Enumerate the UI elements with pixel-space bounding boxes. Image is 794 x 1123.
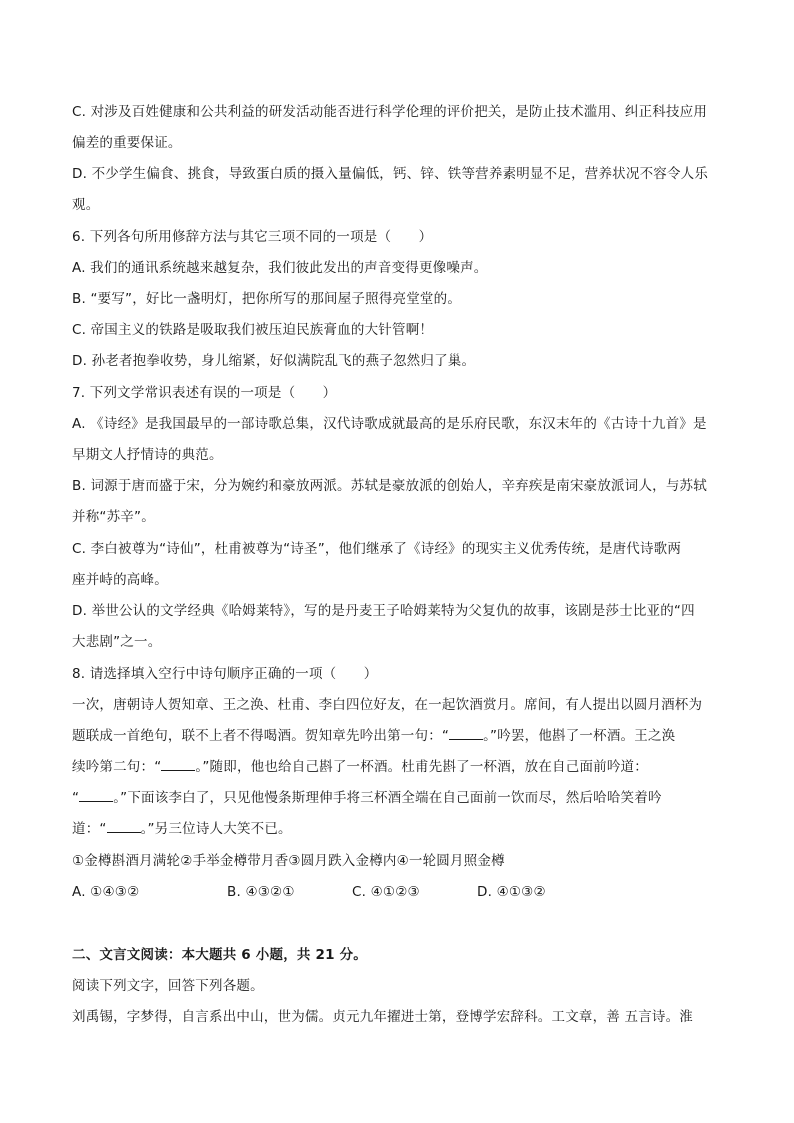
q5-option-c-line1: C. 对涉及百姓健康和公共利益的研发活动能否进行科学伦理的评价把关，是防止技术滥用、纠正科技应用 <box>72 104 708 120</box>
q8-option-d: D. ④①③② <box>477 884 546 900</box>
passage-text: 。”随即，他也给自己斟了一杯酒。杜甫先斟了一杯酒，放在自己面前吟道： <box>195 759 648 775</box>
q7-option-a-line1: A. 《诗经》是我国最早的一部诗歌总集，汉代诗歌成就最高的是乐府民歌，东汉末年的《古诗十九首》是 <box>72 416 707 432</box>
q5-option-d-line1: D. 不少学生偏食、挑食，导致蛋白质的摄入量偏低，钙、锌、铁等营养素明显不足，营养状况不容令人乐 <box>72 166 709 182</box>
q6-stem: 6. 下列各句所用修辞方法与其它三项不同的一项是（ ） <box>72 229 433 245</box>
fill-blank <box>79 789 113 802</box>
q7-option-d-line1: D. 举世公认的文学经典《哈姆莱特》，写的是丹麦王子哈姆莱特为父复仇的故事，该剧是莎士比亚的“四 <box>72 603 695 619</box>
q8-options <box>72 882 546 902</box>
fill-blank <box>449 727 483 740</box>
passage-text: 。”吟罢，他斟了一杯酒。王之涣 <box>483 728 676 744</box>
q8-verses: ①金樽斟酒月满轮②手举金樽带月香③圆月跌入金樽内④一轮圆月照金樽 <box>72 853 505 869</box>
q6-option-b: B. “要写”，好比一盏明灯，把你所写的那间屋子照得亮堂堂的。 <box>72 291 462 307</box>
passage-text: “ <box>72 790 80 806</box>
q5-option-c-line2: 偏差的重要保证。 <box>72 135 182 151</box>
q8-passage-line2 <box>72 726 675 746</box>
passage-text: 道：“ <box>72 821 107 837</box>
q8-passage-line3 <box>72 757 648 777</box>
q6-option-a: A. 我们的通讯系统越来越复杂，我们彼此发出的声音变得更像噪声。 <box>72 260 488 276</box>
q8-option-b: B. ④③②① <box>227 884 295 900</box>
q7-option-c-line1: C. 李白被尊为“诗仙”，杜甫被尊为“诗圣”，他们继承了《诗经》的现实主义优秀传统，是唐代诗歌两 <box>72 541 682 557</box>
q7-stem: 7. 下列文学常识表述有误的一项是（ ） <box>72 385 337 401</box>
q6-option-d: D. 孙老者抱拳收势，身儿缩紧，好似满院乱飞的燕子忽然归了巢。 <box>72 353 476 369</box>
q7-option-b-line2: 并称“苏辛”。 <box>72 509 155 525</box>
q8-passage-line4 <box>72 788 662 808</box>
passage-text: 。”下面该李白了，只见他慢条斯理伸手将三杯酒全端在自己面前一饮而尽，然后哈哈笑着吟 <box>113 790 662 806</box>
q7-option-a-line2: 早期文人抒情诗的典范。 <box>72 447 223 463</box>
q6-option-c: C. 帝国主义的铁路是吸取我们被压迫民族膏血的大针管啊！ <box>72 322 434 338</box>
fill-blank <box>161 758 195 771</box>
q8-option-c: C. ④①②③ <box>352 884 420 900</box>
passage-text: 题联成一首绝句，联不上者不得喝酒。贺知章先吟出第一句：“ <box>72 728 450 744</box>
q7-option-c-line2: 座并峙的高峰。 <box>72 572 168 588</box>
q8-passage-line5 <box>72 819 292 839</box>
section-2-heading: 二、文言文阅读：本大题共 6 小题，共 21 分。 <box>72 947 367 963</box>
q8-passage-line1: 一次，唐朝诗人贺知章、王之涣、杜甫、李白四位好友，在一起饮酒赏月。席间，有人提出以圆月酒杯为 <box>72 697 703 713</box>
q7-option-b-line1: B. 词源于唐而盛于宋，分为婉约和豪放两派。苏轼是豪放派的创始人，辛弃疾是南宋豪放派词人，与苏轼 <box>72 478 707 494</box>
passage-text: 续吟第二句：“ <box>72 759 162 775</box>
q5-option-d-line2: 观。 <box>72 197 100 213</box>
classical-text-line1: 刘禹锡，字梦得，自言系出中山，世为儒。贞元九年擢进士第，登博学宏辞科。工文章，善 五言诗。淮 <box>72 1009 693 1025</box>
section-2-instruction: 阅读下列文字，回答下列各题。 <box>72 978 264 994</box>
q8-option-a: A. ①④③② <box>72 884 140 900</box>
passage-text: 。”另三位诗人大笑不已。 <box>140 821 292 837</box>
fill-blank <box>107 820 141 833</box>
q8-stem: 8. 请选择填入空行中诗句顺序正确的一项（ ） <box>72 666 378 682</box>
q7-option-d-line2: 大悲剧”之一。 <box>72 634 162 650</box>
